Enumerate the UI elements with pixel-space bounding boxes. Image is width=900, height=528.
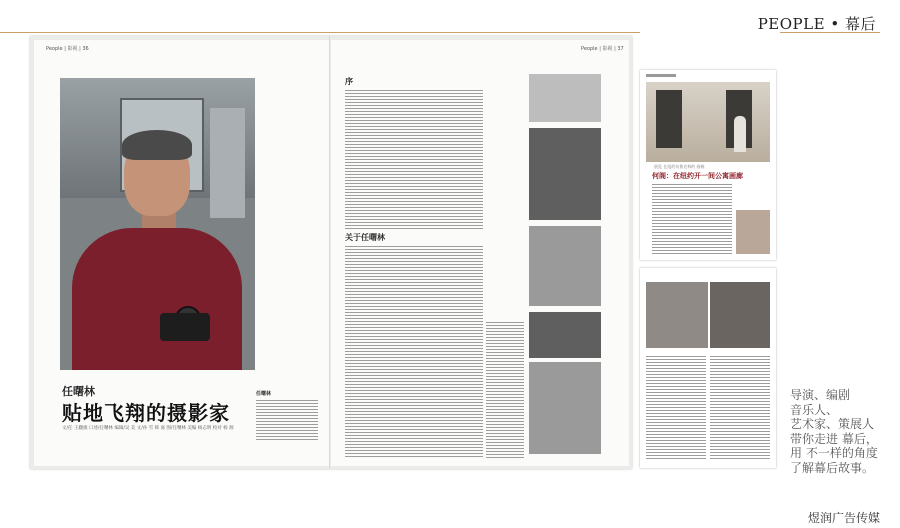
right-running-head: People | 影视 | 37: [581, 46, 624, 52]
header-rule-left: [0, 32, 640, 33]
section-title-separator: •: [830, 15, 840, 33]
thumb-2-text-left: [646, 356, 706, 460]
bio-box-text: [256, 400, 318, 440]
left-running-head: People | 影视 | 36: [46, 46, 89, 52]
side-line-4: 带你走进 幕后，: [790, 431, 878, 446]
section-heading-preface: 序: [345, 76, 353, 86]
photo-captions: [486, 322, 524, 458]
portrait-photo: [60, 78, 255, 370]
thumb-1-kicker: 展览 在纽约布鲁克林的 画廊: [654, 164, 705, 169]
side-line-3: 艺术家、策展人: [790, 417, 875, 431]
bio-box: [256, 390, 324, 440]
section-title-cn: 幕后: [844, 15, 876, 33]
thumb-2-text-right: [710, 356, 770, 460]
about-text: [345, 246, 483, 458]
thumb-1-photo: [646, 82, 770, 162]
bw-photo-5: [529, 362, 601, 454]
side-line-2: 音乐人、: [790, 402, 839, 417]
thumb-1-headline: 何阁：在纽约开一间公寓画廊: [652, 171, 743, 180]
side-line-5: 用 不一样的角度: [790, 446, 878, 460]
side-promo-text: [790, 388, 878, 475]
section-heading-about: 关于任曙林: [345, 232, 385, 242]
thumb-2-photo-2: [710, 282, 770, 348]
thumbnail-page-1: [640, 70, 776, 260]
bio-box-title: 任曙林: [256, 391, 272, 397]
brand-footer: 煜润广告传媒: [807, 511, 880, 525]
bw-photo-3: [529, 226, 601, 306]
thumb-2-photo-1: [646, 282, 708, 348]
article-headline: 贴地飞翔的摄影家: [62, 401, 230, 425]
left-page: [34, 40, 329, 466]
section-title: [758, 13, 876, 34]
side-line-6: 了解幕后故事。: [790, 460, 875, 475]
bw-photo-4: [529, 312, 601, 358]
thumbnail-page-2: [640, 268, 776, 468]
subject-name: 任曙林: [62, 385, 95, 398]
bw-photo-2: [529, 128, 601, 220]
section-title-en: PEOPLE: [757, 15, 826, 33]
side-line-1: 导演、编剧: [790, 388, 851, 402]
thumb-1-text: [652, 184, 732, 254]
magazine-spread: [30, 36, 632, 469]
right-page: [331, 40, 629, 466]
bw-photo-1: [529, 74, 601, 122]
preface-text: [345, 90, 483, 230]
thumb-1-small-photo: [736, 210, 770, 254]
article-credit: 文/任 王翻旗 口述/任曙林 编辑/吴 美 文/孙 雪 韩 嘉 图/任曙林 美编 杨志明 校对 杨 源: [62, 426, 234, 431]
